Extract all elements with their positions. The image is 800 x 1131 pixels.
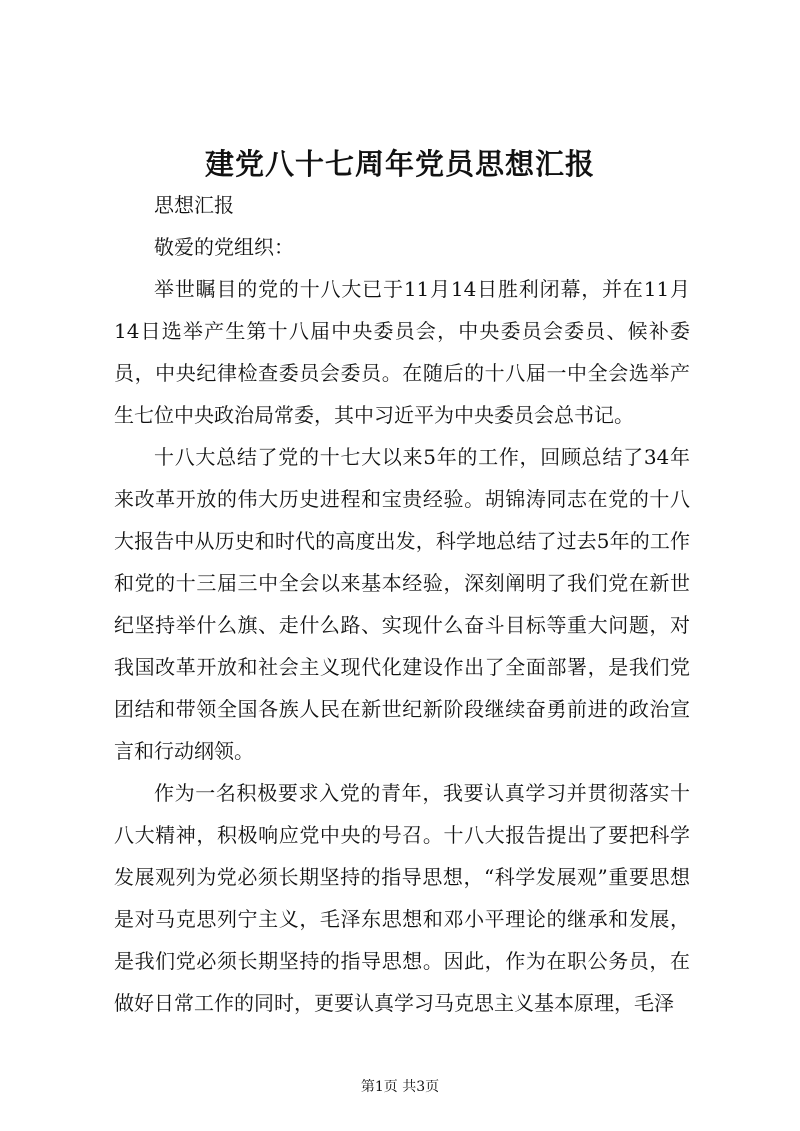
document-title: 建党八十七周年党员思想汇报 (204, 147, 595, 181)
paragraph: 举世瞩目的党的十八大已于11月14日胜利闭幕，并在11月14日选举产生第十八届中央委员会，中央委员会委员、候补委员，中央纪律检查委员会委员。在随后的十八届一中全会选举产生七位中央政治局常委，其中习近平为中央委员会总书记。 (114, 277, 690, 427)
paragraph: 十八大总结了党的十七大以来5年的工作，回顾总结了34年来改革开放的伟大历史进程和宝贵经验。胡锦涛同志在党的十八大报告中从历史和时代的高度出发，科学地总结了过去5年的工作和党的十三届三中全会以来基本经验，深刻阐明了我们党在新世纪坚持举什么旗、走什么路、实现什么奋斗目标等重大问题，对我国改革开放和社会主义现代化建设作出了全面部署，是我们党团结和带领全国各族人民在新世纪新阶段继续奋勇前进的政治宣言和行动纲领。 (114, 445, 690, 763)
page-footer: 第1页 共3页 (360, 1079, 440, 1095)
subtitle: 思想汇报 (154, 193, 234, 217)
paragraph: 作为一名积极要求入党的青年，我要认真学习并贯彻落实十八大精神，积极响应党中央的号召。十八大报告提出了要把科学发展观列为党必须长期坚持的指导思想，“科学发展观”重要思想是对马克思列宁主义，毛泽东思想和邓小平理论的继承和发展，是我们党必须长期坚持的指导思想。因此，作为在职公务员，在做好日常工作的同时，更要认真学习马克思主义基本原理，毛泽 (114, 781, 690, 1015)
salutation: 敬爱的党组织： (154, 235, 294, 259)
document-body (114, 184, 690, 1024)
